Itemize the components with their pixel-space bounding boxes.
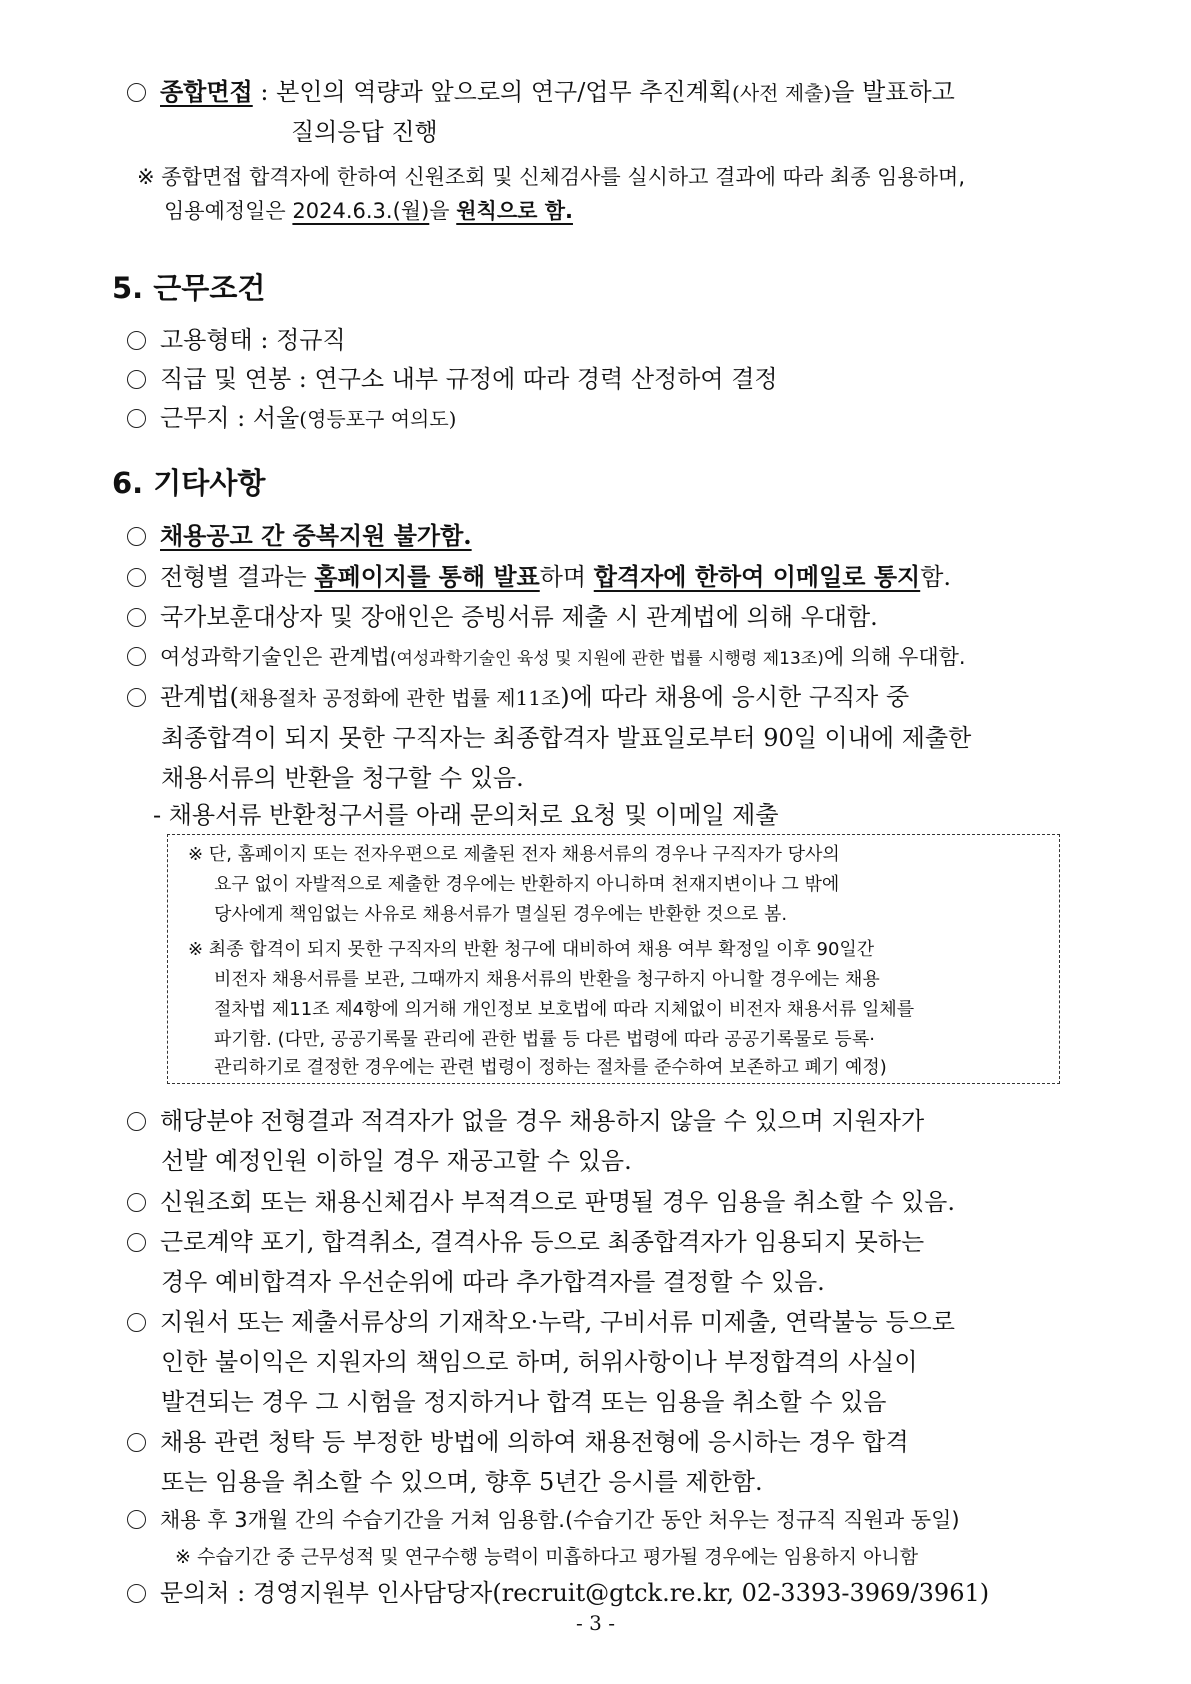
circle-bullet-icon xyxy=(127,1112,146,1131)
interview-item-cont: 질의응답 진행 xyxy=(291,118,438,146)
reserve-candidate-item: 근로계약 포기, 합격취소, 결격사유 등으로 최종합격자가 임용되지 못하는 경우 예비합격자 우선순위에 따라 추가합격자를 결정할 수 있음. xyxy=(127,1222,1087,1302)
circle-bullet-icon xyxy=(127,688,146,707)
box-line: 비전자 채용서류를 보관, 그때까지 채용서류의 반환을 청구하지 아니할 경우에는 채용 xyxy=(214,969,880,990)
circle-bullet-icon xyxy=(127,1433,146,1452)
box-line: 절차법 제11조 제4항에 의거해 개인정보 보호법에 따라 지체없이 비전자 채용서류 일체를 xyxy=(214,999,915,1020)
circle-bullet-icon xyxy=(127,1193,146,1212)
circle-bullet-icon xyxy=(127,409,146,428)
salary-item: 직급 및 연봉 : 연구소 내부 규정에 따라 경력 산정하여 결정 xyxy=(127,359,1087,399)
probation-item: 채용 후 3개월 간의 수습기간을 거쳐 임용함.(수습기간 동안 처우는 정규직 직원과 동일) xyxy=(127,1500,1087,1540)
circle-bullet-icon xyxy=(127,1584,146,1603)
box-line: 관리하기로 결정한 경우에는 관련 법령이 정하는 절차를 준수하여 보존하고 폐기 예정) xyxy=(214,1057,887,1078)
employment-type-item: 고용형태 : 정규직 xyxy=(127,320,1087,360)
circle-bullet-icon xyxy=(127,608,146,627)
circle-bullet-icon xyxy=(127,568,146,587)
circle-bullet-icon xyxy=(127,83,146,102)
circle-bullet-icon xyxy=(127,370,146,389)
box-line: ※ 최종 합격이 되지 못한 구직자의 반환 청구에 대비하여 채용 여부 확정일 이후 90일간 xyxy=(188,939,875,960)
return-request-subitem: - 채용서류 반환청구서를 아래 문의처로 요청 및 이메일 제출 xyxy=(153,801,779,829)
responsibility-item: 지원서 또는 제출서류상의 기재착오·누락, 구비서류 미제출, 연락불능 등으로 인한 불이익은 지원자의 책임으로 하며, 허위사항이나 부정합격의 사실이 발견되는 경우 그 시험을 정지하거나 합격 또는 임용을 취소할 수 있음 xyxy=(127,1302,1087,1422)
interview-item: 종합면접 : 본인의 역량과 앞으로의 연구/업무 추진계획(사전 제출)을 발표하고 xyxy=(127,72,1087,113)
box-line: ※ 단, 홈페이지 또는 전자우편으로 제출된 전자 채용서류의 경우나 구직자가 당사의 xyxy=(188,844,840,865)
box-line: 당사에게 책임없는 사유로 채용서류가 멸실된 경우에는 반환한 것으로 봄. xyxy=(214,904,788,925)
results-item: 전형별 결과는 홈페이지를 통해 발표하며 합격자에 한하여 이메일로 통지함. xyxy=(127,557,1087,597)
section-6-heading: 6. 기타사항 xyxy=(112,466,266,500)
interview-note: ※ 종합면접 합격자에 한하여 신원조회 및 신체검사를 실시하고 결과에 따라 최종 임용하며, 임용예정일은 2024.6.3.(월)을 원칙으로 함. xyxy=(137,165,965,223)
women-scientists-item: 여성과학기술인은 관계법(여성과학기술인 육성 및 지원에 관한 법률 시행령 제13조)에 의해 우대함. xyxy=(127,637,1087,679)
box-line: 요구 없이 자발적으로 제출한 경우에는 반환하지 아니하며 천재지변이나 그 밖에 xyxy=(214,874,840,895)
contact-item: 문의처 : 경영지원부 인사담당자(recruit@gtck.re.kr, 02-3393-3969/3961) xyxy=(127,1573,1087,1613)
circle-bullet-icon xyxy=(127,1313,146,1332)
veterans-item: 국가보훈대상자 및 장애인은 증빙서류 제출 시 관계법에 의해 우대함. xyxy=(127,597,1087,637)
probation-note: ※ 수습기간 중 근무성적 및 연구수행 능력이 미흡하다고 평가될 경우에는 임용하지 아니함 xyxy=(175,1546,919,1568)
background-check-item: 신원조회 또는 채용신체검사 부적격으로 판명될 경우 임용을 취소할 수 있음. xyxy=(127,1182,1087,1222)
document-return-item: 관계법(채용절차 공정화에 관한 법률 제11조)에 따라 채용에 응시한 구직자 중 최종합격이 되지 못한 구직자는 최종합격자 발표일로부터 90일 이내에 제출한 채용서류의 반환을 청구할 수 있음. xyxy=(127,677,1087,798)
fraud-item: 채용 관련 청탁 등 부정한 방법에 의하여 채용전형에 응시하는 경우 합격 또는 임용을 취소할 수 있으며, 향후 5년간 응시를 제한함. xyxy=(127,1422,1087,1502)
appointment-date: 2024.6.3.(월) xyxy=(292,199,430,223)
circle-bullet-icon xyxy=(127,1233,146,1252)
no-candidate-item: 해당분야 전형결과 적격자가 없을 경우 채용하지 않을 수 있으며 지원자가 선발 예정인원 이하일 경우 재공고할 수 있음. xyxy=(127,1101,1087,1181)
circle-bullet-icon xyxy=(127,1510,146,1529)
interview-text: 본인의 역량과 앞으로의 연구/업무 추진계획 xyxy=(276,78,733,106)
interview-title: 종합면접 xyxy=(160,77,253,106)
location-item: 근무지 : 서울(영등포구 여의도) xyxy=(127,398,1087,439)
circle-bullet-icon xyxy=(127,331,146,350)
no-duplicate-item: 채용공고 간 중복지원 불가함. xyxy=(127,516,1087,556)
box-line: 파기함. (다만, 공공기록물 관리에 관한 법률 등 다른 법령에 따라 공공기록물로 등록· xyxy=(214,1029,875,1050)
section-5-heading: 5. 근무조건 xyxy=(112,271,266,305)
circle-bullet-icon xyxy=(127,527,146,546)
page-number: - 3 - xyxy=(576,1611,615,1635)
circle-bullet-icon xyxy=(127,647,146,666)
